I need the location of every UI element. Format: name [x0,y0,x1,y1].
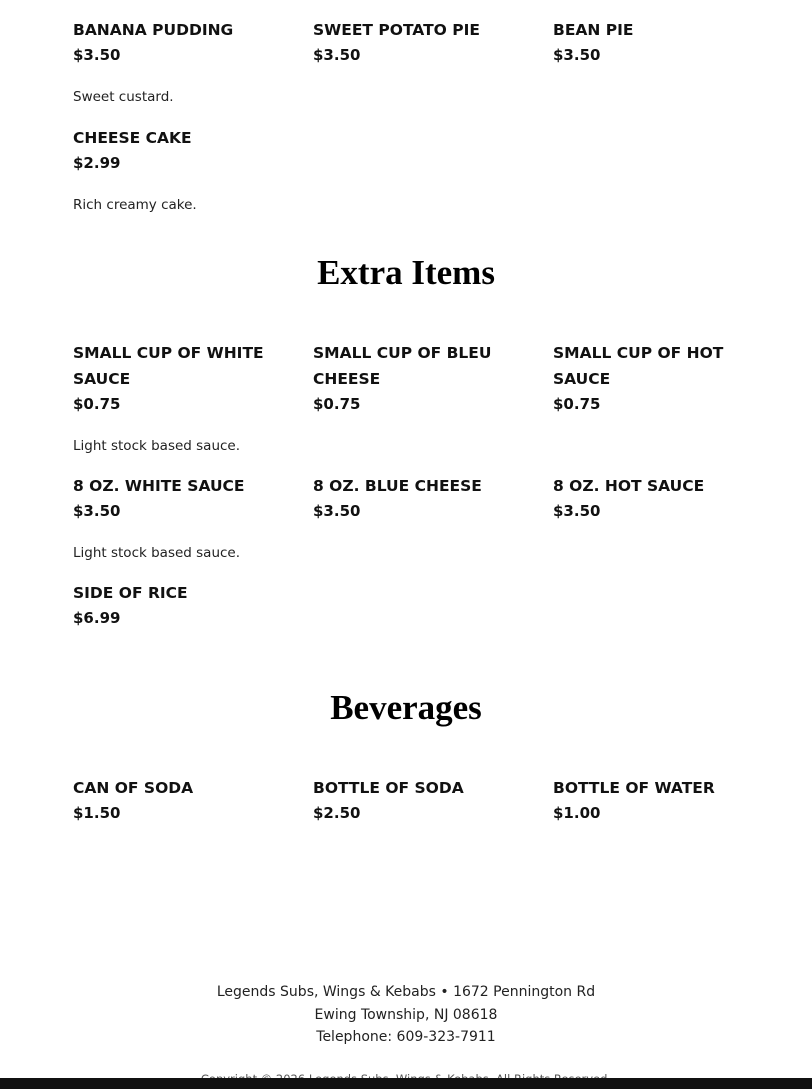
item-name: 8 OZ. HOT SAUCE [553,477,705,495]
menu-item[interactable] [73,125,273,215]
menu-item[interactable] [553,775,753,825]
item-name: 8 OZ. BLUE CHEESE [313,477,482,495]
item-name: BEAN PIE [553,21,634,39]
menu-item[interactable] [313,775,513,825]
item-price: $0.75 [313,395,361,413]
item-name: BOTTLE OF SODA [313,779,464,797]
item-description: Sweet custard. [73,89,174,105]
item-description: Light stock based sauce. [73,438,241,454]
item-name: BOTTLE OF WATER [553,779,715,797]
footer-info [0,981,812,1049]
menu-item[interactable] [73,775,273,825]
menu-item[interactable] [313,17,513,67]
item-name: SIDE OF RICE [73,584,188,602]
footer-telephone[interactable]: Telephone: 609-323-7911 [316,1029,496,1045]
menu-item[interactable] [73,580,273,630]
bottom-bar [0,1078,812,1089]
menu-item[interactable] [313,473,513,523]
item-name: SMALL CUP OF BLEU CHEESE [313,344,492,388]
item-price: $3.50 [313,502,361,520]
item-price: $0.75 [553,395,601,413]
menu-item[interactable] [553,473,753,523]
item-price: $3.50 [553,502,601,520]
footer-city-line: Ewing Township, NJ 08618 [314,1006,498,1023]
item-name: CHEESE CAKE [73,129,192,147]
menu-item[interactable] [553,17,753,67]
menu-item[interactable] [313,340,513,416]
item-description: Rich creamy cake. [73,197,197,213]
item-price: $3.50 [73,502,121,520]
item-name: SMALL CUP OF WHITE SAUCE [73,344,264,388]
item-price: $1.00 [553,804,601,822]
menu-item[interactable] [73,473,273,563]
item-price: $2.99 [73,154,121,172]
item-price: $6.99 [73,609,121,627]
item-price: $3.50 [313,46,361,64]
item-price: $0.75 [73,395,121,413]
item-name: SMALL CUP OF HOT SAUCE [553,344,724,388]
item-name: BANANA PUDDING [73,21,234,39]
item-name: CAN OF SODA [73,779,194,797]
menu-item[interactable] [73,17,273,107]
menu-item[interactable] [73,340,273,456]
item-description: Light stock based sauce. [73,545,241,561]
item-name: 8 OZ. WHITE SAUCE [73,477,245,495]
footer-address-line: Legends Subs, Wings & Kebabs • 1672 Pennington Rd [216,984,596,1000]
item-price: $3.50 [73,46,121,64]
menu-item[interactable] [553,340,753,416]
item-price: $1.50 [73,804,121,822]
section-heading-extra-items: Extra Items [317,253,495,292]
item-price: $2.50 [313,804,361,822]
section-heading-beverages: Beverages [330,688,482,727]
item-name: SWEET POTATO PIE [313,21,480,39]
item-price: $3.50 [553,46,601,64]
